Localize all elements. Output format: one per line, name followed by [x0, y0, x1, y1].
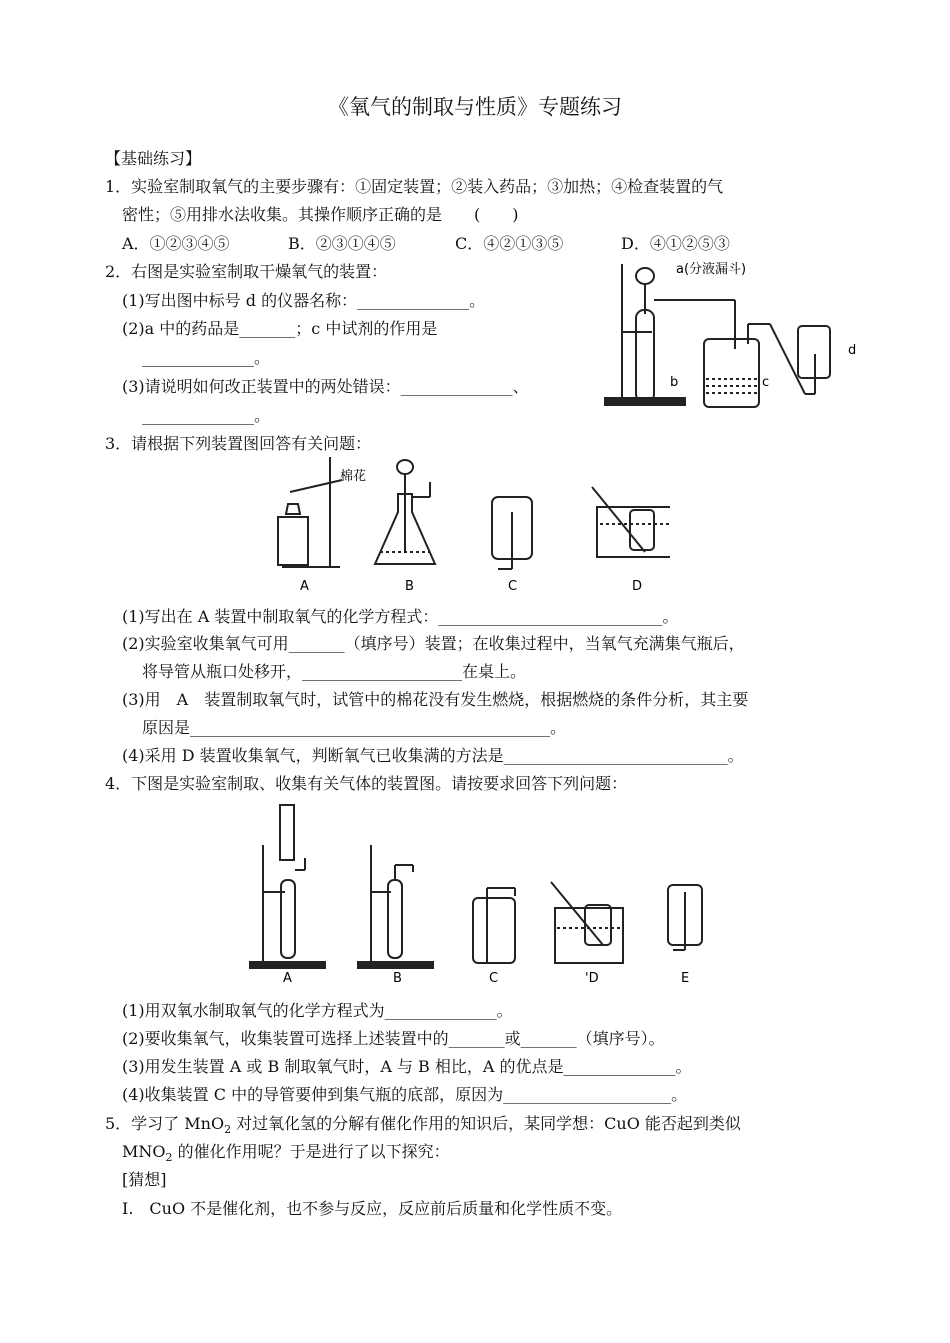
q3-part2: (2)实验室收集氧气可用_______（填序号）装置；在收集过程中，当氧气充满集气瓶后，: [122, 634, 745, 653]
q4-part3: (3)用发生装置 A 或 B 制取氧气时，A 与 B 相比，A 的优点是______________。: [122, 1057, 692, 1076]
q4-intro: 4．下图是实验室制取、收集有关气体的装置图。请按要求回答下列问题：: [105, 774, 628, 793]
q2-part1: (1)写出图中标号 d 的仪器名称：______________。: [122, 291, 486, 310]
q2-part3: (3)请说明如何改正装置中的两处错误：______________、: [122, 377, 529, 396]
q3-label-A: A: [300, 579, 309, 594]
q5-guess-heading: [猜想]: [122, 1170, 167, 1189]
q2-part3-blank: ______________。: [142, 406, 271, 425]
q3-intro: 3．请根据下列装置图回答有关问题：: [105, 434, 372, 453]
q4-label-C: C: [489, 971, 499, 986]
q2-part2-blank: ______________。: [142, 348, 271, 367]
q1-option-a: A．①②③④⑤: [122, 234, 230, 253]
q3-part2-cont: 将导管从瓶口处移开，____________________在桌上。: [142, 662, 527, 681]
q3-label-D: D: [632, 579, 643, 594]
q1-line1: 1．实验室制取氧气的主要步骤有：①固定装置；②装入药品；③加热；④检查装置的气: [105, 177, 724, 196]
q3-part3-cont: 原因是_____________________________________________。: [142, 718, 567, 737]
q2-label-a: a(分液漏斗): [676, 262, 747, 277]
q2-label-d: d: [848, 343, 857, 358]
q2-part2: (2)a 中的药品是_______；c 中试剂的作用是: [122, 319, 438, 338]
q4-part1: (1)用双氧水制取氧气的化学方程式为______________。: [122, 1001, 513, 1020]
q3-part1: (1)写出在 A 装置中制取氧气的化学方程式：____________________________。: [122, 607, 679, 626]
q1-option-b: B．②③①④⑤: [288, 234, 396, 253]
q4-label-B: B: [393, 971, 402, 986]
q4-label-A: A: [283, 971, 292, 986]
q2-label-c: c: [762, 375, 770, 390]
q1-option-d: D．④①②⑤③: [621, 234, 730, 253]
section-heading: 【基础练习】: [105, 149, 202, 168]
q3-part3: (3)用 A 装置制取氧气时，试管中的棉花没有发生燃烧，根据燃烧的条件分析，其主要: [122, 690, 749, 709]
q4-label-D: 'D: [585, 971, 599, 986]
q4-label-E: E: [681, 971, 690, 986]
q5-guess-1: I. CuO 不是催化剂，也不参与反应，反应前后质量和化学性质不变。: [122, 1199, 623, 1218]
page-title: 《氧气的制取与性质》专题练习: [328, 95, 622, 119]
q2-apparatus-figure: [600, 254, 865, 414]
q5-line1: 5．学习了 MnO$_2$ 对过氧化氢的分解有催化作用的知识后，某同学想：CuO 能否起到类似: [105, 1114, 741, 1137]
q1-line2: 密性；⑤用排水法收集。其操作顺序正确的是 ( ): [122, 205, 519, 224]
q4-apparatus-figure: [245, 800, 715, 990]
q3-apparatus-figure: [270, 452, 670, 597]
q5-line2: $MNO_2$ 的催化作用呢？于是进行了以下探究：: [122, 1142, 450, 1165]
q1-option-c: C．④②①③⑤: [455, 234, 564, 253]
q2-intro: 2．右图是实验室制取干燥氧气的装置：: [105, 262, 388, 281]
q3-label-C: C: [508, 579, 518, 594]
q3-label-B: B: [405, 579, 414, 594]
q4-part2: (2)要收集氧气，收集装置可选择上述装置中的_______或_______（填序号）。: [122, 1029, 665, 1048]
q3-part4: (4)采用 D 装置收集氧气，判断氧气已收集满的方法是____________________________。: [122, 746, 744, 765]
q3-label-cotton: 棉花: [340, 469, 367, 484]
q4-part4: (4)收集装置 C 中的导管要伸到集气瓶的底部，原因为_____________________。: [122, 1085, 688, 1104]
q2-label-b: b: [670, 375, 679, 390]
